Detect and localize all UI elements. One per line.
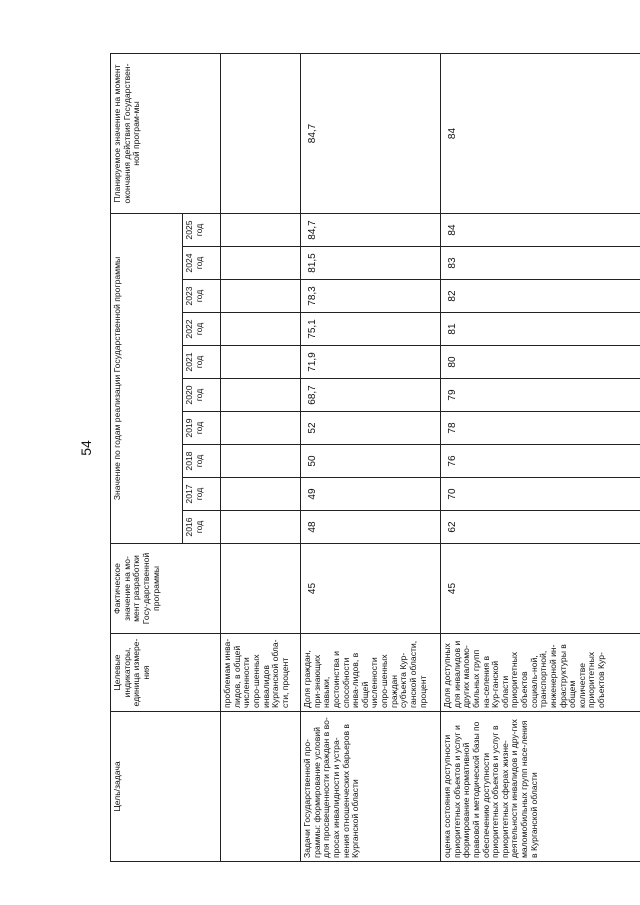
table-row: [441, 54, 640, 862]
table-row: [301, 54, 441, 862]
row-value-2024: 81,5: [301, 247, 441, 280]
row-value-2016: 48: [301, 511, 441, 544]
row-goal: [221, 712, 301, 862]
row-value-2020: 68,7: [301, 379, 441, 412]
row-value-2023: 78,3: [301, 280, 441, 313]
header-actual: Фактическое значение на мо-мент разработки Госу-дарственной программы: [111, 544, 221, 634]
row-indicator: проблемам инва-лидов, в общей численности опро-шенных инвалидов Курганской обла-сти, процент: [221, 634, 301, 712]
row-value-2024: 83: [441, 247, 640, 280]
row-planned: 84,7: [301, 54, 441, 214]
row-actual: 45: [441, 544, 640, 634]
row-value-2018: [221, 445, 301, 478]
year-2024: 2024 год: [183, 247, 221, 280]
row-value-2025: 84: [441, 214, 640, 247]
page-number: 54: [77, 440, 94, 456]
row-planned: 84: [441, 54, 640, 214]
row-value-2020: [221, 379, 301, 412]
row-value-2017: [221, 478, 301, 511]
row-value-2018: 50: [301, 445, 441, 478]
row-value-2023: 82: [441, 280, 640, 313]
year-2017: 2017 год: [183, 478, 221, 511]
year-2019: 2019 год: [183, 412, 221, 445]
row-value-2021: [221, 346, 301, 379]
year-2021: 2021 год: [183, 346, 221, 379]
rotated-table-container: [110, 54, 640, 862]
row-indicator: Доля граждан, при-знающих навыки, достоинства и способности инва-лидов, в общей численности опро-шенных граждан субъекта Кур-ганской области, процент: [301, 634, 441, 712]
row-value-2016: [221, 511, 301, 544]
row-value-2023: [221, 280, 301, 313]
row-value-2018: 76: [441, 445, 640, 478]
row-value-2020: 79: [441, 379, 640, 412]
table-row: [221, 54, 301, 862]
row-value-2022: 75,1: [301, 313, 441, 346]
row-value-2017: 70: [441, 478, 640, 511]
header-by-years: Значение по годам реализации Государственной программы: [111, 214, 183, 544]
row-value-2022: [221, 313, 301, 346]
year-2022: 2022 год: [183, 313, 221, 346]
row-value-2025: 84,7: [301, 214, 441, 247]
row-goal: Задачи Государственной про-граммы: формирование условий для просвещенности граждан в во-просах инвалидности и устра-нения отношенческих барьеров в Курганской области: [301, 712, 441, 862]
header-indicators: Целевые индикаторы, единица измере-ния: [111, 634, 221, 712]
row-value-2022: 81: [441, 313, 640, 346]
row-value-2019: 52: [301, 412, 441, 445]
row-value-2024: [221, 247, 301, 280]
year-2020: 2020 год: [183, 379, 221, 412]
row-value-2025: [221, 214, 301, 247]
header-goal: Цель/задача: [111, 712, 221, 862]
row-goal: оценка состояния доступности приоритетных объектов и услуг и формирование нормативной правовой и методической базы по обеспечению доступности приоритетных объектов и услуг в приоритетных сферах жизне-деятельности инвалидов и дру-гих маломобильных групп насе-ления в Курганской области: [441, 712, 640, 862]
year-2025: 2025 год: [183, 214, 221, 247]
year-2023: 2023 год: [183, 280, 221, 313]
row-planned: [221, 54, 301, 214]
row-value-2016: 62: [441, 511, 640, 544]
year-2018: 2018 год: [183, 445, 221, 478]
row-value-2019: [221, 412, 301, 445]
row-value-2019: 78: [441, 412, 640, 445]
indicators-table: [110, 53, 640, 862]
row-value-2021: 71,9: [301, 346, 441, 379]
row-value-2017: 49: [301, 478, 441, 511]
row-indicator: Доля доступных для инвалидов и других маломо-бильных групп на-селения в Кур-ганской области приоритетных объектов социаль-ной, транспортной, инженерной ин-фраструктуры в общем количестве приоритетных объектов Кур-: [441, 634, 640, 712]
row-value-2021: 80: [441, 346, 640, 379]
row-actual: [221, 544, 301, 634]
row-actual: 45: [301, 544, 441, 634]
header-planned: Планируемое значение на момент окончания действия Государствен-ной програм-мы: [111, 54, 221, 214]
year-2016: 2016 год: [183, 511, 221, 544]
